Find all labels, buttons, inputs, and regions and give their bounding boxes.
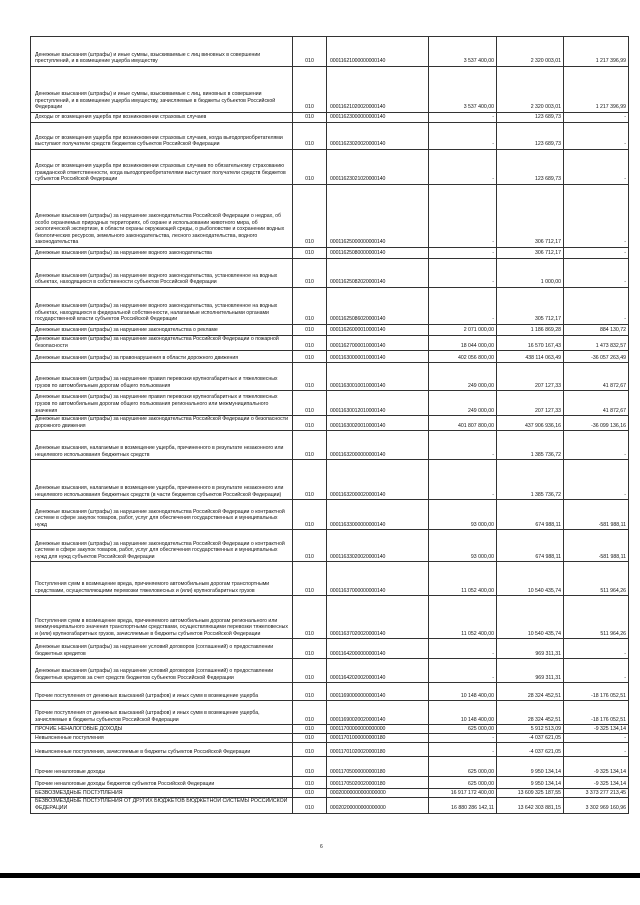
table-row [31,596,629,639]
row-remaining-cell: - [564,460,629,500]
table-row [31,431,629,460]
table-row [31,363,629,391]
table-row [31,185,629,248]
row-name-cell: БЕЗВОЗМЕЗДНЫЕ ПОСТУПЛЕНИЯ [31,789,293,798]
row-name-cell: Поступления сумм в возмещение вреда, причиняемого автомобильным дорогам транспортными средствами, осуществляющими перевозки тяжеловесных и (или) крупногабаритных грузов [31,562,293,596]
row-remaining-cell: 1 217 396,99 [564,67,629,113]
table-row [31,67,629,113]
row-budget-code-cell: 00011621000000000140 [327,37,429,67]
row-budget-code-cell: 00011626000010000140 [327,325,429,336]
table-row [31,562,629,596]
row-remaining-cell: 511 964,26 [564,596,629,639]
row-executed-cell: 1 385 736,72 [497,431,564,460]
row-name-cell: Денежные взыскания, налагаемые в возмещение ущерба, причиненного в результате незаконного или нецелевого использования бюджетных средств (в части бюджетов субъектов Российской Федерации) [31,460,293,500]
row-name-cell: Прочие неналоговые доходы бюджетов субъектов Российской Федерации [31,777,293,789]
row-budget-code-cell: 00011701000000000180 [327,734,429,743]
row-name-cell: Денежные взыскания (штрафы) и иные суммы, взыскиваемые с лиц, виновных в совершении преступлений, и в возмещение ущерба имуществу, зачисляемые в бюджеты субъектов Российской Федерации [31,67,293,113]
row-name-cell: Денежные взыскания (штрафы) за нарушение законодательства Российской Федерации о безопасности дорожного движения [31,416,293,431]
row-plan-cell: - [429,460,497,500]
row-plan-cell: - [429,123,497,150]
row-line-code-cell: 010 [293,757,327,777]
table-row [31,659,629,683]
table-row [31,259,629,288]
row-executed-cell: 437 906 936,16 [497,416,564,431]
table-row [31,757,629,777]
row-executed-cell: 13 642 303 881,15 [497,798,564,813]
row-budget-code-cell: 00011630012010000140 [327,391,429,416]
row-name-cell: Прочие поступления от денежных взысканий (штрафов) и иных сумм в возмещение ущерба, зачисляемые в бюджеты субъектов Российской Федерации [31,701,293,725]
row-line-code-cell: 010 [293,743,327,757]
row-budget-code-cell: 00011630010010000140 [327,363,429,391]
table-row [31,798,629,813]
row-line-code-cell: 010 [293,431,327,460]
table-row [31,500,629,530]
row-name-cell: Доходы от возмещения ущерба при возникновении страховых случаев по обязательному страхованию гражданской ответственности, когда выгодоприобретателями выступают получатели средств бюджетов субъектов Российской Федерации [31,150,293,185]
row-remaining-cell: - [564,150,629,185]
row-line-code-cell: 010 [293,391,327,416]
row-plan-cell: 16 917 172 400,00 [429,789,497,798]
row-plan-cell: - [429,734,497,743]
row-executed-cell: 306 712,17 [497,248,564,259]
row-executed-cell: 5 912 513,09 [497,725,564,734]
row-executed-cell: 305 712,17 [497,288,564,325]
row-name-cell: Денежные взыскания (штрафы) за нарушение водного законодательства, установленное на водных объектах, находящихся в федеральной собственности, налагаемые исполнительными органами государственной власти субъектов Российской Федерации [31,288,293,325]
row-plan-cell: 18 044 000,00 [429,336,497,351]
row-executed-cell: 9 950 134,14 [497,757,564,777]
row-plan-cell: 249 000,00 [429,363,497,391]
row-line-code-cell: 010 [293,248,327,259]
row-executed-cell: 9 950 134,14 [497,777,564,789]
row-budget-code-cell: 00011632000020000140 [327,460,429,500]
row-remaining-cell: -9 325 134,14 [564,757,629,777]
table-row [31,789,629,798]
row-executed-cell: 306 712,17 [497,185,564,248]
row-budget-code-cell: 00011633020020000140 [327,530,429,562]
row-remaining-cell: 884 130,72 [564,325,629,336]
row-plan-cell: 625 000,00 [429,777,497,789]
row-remaining-cell: - [564,185,629,248]
row-line-code-cell: 010 [293,336,327,351]
row-budget-code-cell: 00011642020020000140 [327,659,429,683]
table-row [31,416,629,431]
table-row [31,743,629,757]
row-budget-code-cell: 00011690000000000140 [327,683,429,701]
row-remaining-cell: -18 176 052,51 [564,683,629,701]
row-name-cell: Денежные взыскания (штрафы) за нарушение законодательства Российской Федерации о недрах, об особо охраняемых природных территориях, об охране и использовании животного мира, об экологической экспертизе, в области охраны окружающей среды, о рыболовстве и сохранении водных биологических ресурсов, земельного законодательства, лесного законодательства, водного законодательства [31,185,293,248]
row-line-code-cell: 010 [293,798,327,813]
row-executed-cell: 1 385 736,72 [497,460,564,500]
row-remaining-cell: 511 964,26 [564,562,629,596]
row-plan-cell: 3 537 400,00 [429,37,497,67]
row-executed-cell: 674 988,11 [497,500,564,530]
row-executed-cell: 2 320 003,01 [497,67,564,113]
row-name-cell: Денежные взыскания (штрафы) за нарушение условий договоров (соглашений) о предоставлении бюджетных кредитов за счет средств бюджетов субъектов Российской Федерации [31,659,293,683]
row-name-cell: Денежные взыскания (штрафы) за нарушение законодательства Российской Федерации о пожарной безопасности [31,336,293,351]
row-line-code-cell: 010 [293,725,327,734]
table-row [31,777,629,789]
row-executed-cell: 16 570 167,43 [497,336,564,351]
row-executed-cell: 1 186 869,28 [497,325,564,336]
row-executed-cell: 10 540 435,74 [497,562,564,596]
row-plan-cell: 2 071 000,00 [429,325,497,336]
row-name-cell: БЕЗВОЗМЕЗДНЫЕ ПОСТУПЛЕНИЯ ОТ ДРУГИХ БЮДЖЕТОВ БЮДЖЕТНОЙ СИСТЕМЫ РОССИЙСКОЙ ФЕДЕРАЦИИ [31,798,293,813]
row-plan-cell: 401 807 800,00 [429,416,497,431]
row-name-cell: Доходы от возмещения ущерба при возникновении страховых случаев, когда выгодоприобретателями выступают получатели средств бюджетов субъектов Российской Федерации [31,123,293,150]
row-budget-code-cell: 00011633000000000140 [327,500,429,530]
row-executed-cell: 28 324 452,51 [497,701,564,725]
row-line-code-cell: 010 [293,351,327,363]
row-line-code-cell: 010 [293,789,327,798]
row-budget-code-cell: 00011625082020000140 [327,259,429,288]
table-row [31,460,629,500]
table-body [31,37,629,814]
row-name-cell: Доходы от возмещения ущерба при возникновении страховых случаев [31,113,293,123]
row-plan-cell: - [429,288,497,325]
row-plan-cell: 625 000,00 [429,757,497,777]
row-budget-code-cell: 00011623021020000140 [327,150,429,185]
row-budget-code-cell: 00011630000010000140 [327,351,429,363]
row-plan-cell: - [429,185,497,248]
row-remaining-cell: -36 099 136,16 [564,416,629,431]
row-plan-cell: - [429,248,497,259]
row-remaining-cell: - [564,288,629,325]
table-row [31,248,629,259]
row-budget-code-cell: 00011625086020000140 [327,288,429,325]
row-executed-cell: 969 311,31 [497,639,564,659]
row-executed-cell: -4 037 621,05 [497,743,564,757]
row-remaining-cell: - [564,431,629,460]
row-budget-code-cell: 00011642000000000140 [327,639,429,659]
row-plan-cell: - [429,743,497,757]
row-line-code-cell: 010 [293,363,327,391]
row-remaining-cell: - [564,734,629,743]
row-remaining-cell: -36 057 263,49 [564,351,629,363]
row-remaining-cell: - [564,123,629,150]
page-number: 6 [320,844,323,850]
row-name-cell: ПРОЧИЕ НЕНАЛОГОВЫЕ ДОХОДЫ [31,725,293,734]
row-remaining-cell: - [564,639,629,659]
row-remaining-cell: 3 302 969 160,96 [564,798,629,813]
row-budget-code-cell: 00020000000000000000 [327,789,429,798]
row-executed-cell: 674 988,11 [497,530,564,562]
row-remaining-cell: - [564,259,629,288]
table-row [31,701,629,725]
row-budget-code-cell: 00011705000000000180 [327,757,429,777]
row-budget-code-cell: 00011621020020000140 [327,67,429,113]
row-name-cell: Денежные взыскания (штрафы) за нарушение законодательства о рекламе [31,325,293,336]
row-name-cell: Денежные взыскания (штрафы) за нарушение законодательства Российской Федерации о контрактной системе в сфере закупок товаров, работ, услуг для обеспечения государственных и муниципальных нужд для нужд субъектов Российской Федерации [31,530,293,562]
row-line-code-cell: 010 [293,259,327,288]
row-remaining-cell: - [564,113,629,123]
table-row [31,37,629,67]
row-remaining-cell: -18 176 052,51 [564,701,629,725]
row-plan-cell: 625 000,00 [429,725,497,734]
scan-edge-bar [0,873,640,878]
row-executed-cell: 13 609 325 187,55 [497,789,564,798]
row-plan-cell: 10 148 400,00 [429,701,497,725]
row-executed-cell: 207 127,33 [497,363,564,391]
row-line-code-cell: 010 [293,288,327,325]
row-executed-cell: 969 311,31 [497,659,564,683]
row-line-code-cell: 010 [293,701,327,725]
row-remaining-cell: -9 325 134,14 [564,777,629,789]
row-plan-cell: - [429,259,497,288]
table-row [31,325,629,336]
row-executed-cell: 2 320 003,01 [497,37,564,67]
row-remaining-cell: - [564,743,629,757]
row-name-cell: Денежные взыскания, налагаемые в возмещение ущерба, причиненного в результате незаконного или нецелевого использования бюджетных средств [31,431,293,460]
row-budget-code-cell: 00011632000000000140 [327,431,429,460]
row-budget-code-cell: 00011623000000000140 [327,113,429,123]
row-name-cell: Денежные взыскания (штрафы) за нарушение правил перевозки крупногабаритных и тяжеловесных грузов по автомобильным дорогам общего пользования [31,363,293,391]
row-remaining-cell: - [564,659,629,683]
row-line-code-cell: 010 [293,777,327,789]
row-plan-cell: 3 537 400,00 [429,67,497,113]
row-name-cell: Поступления сумм в возмещение вреда, причиняемого автомобильным дорогам регионального или межмуниципального значения транспортными средствами, осуществляющими перевозки тяжеловесных и (или) крупногабаритных грузов, зачисляемые в бюджеты субъектов Российской Федерации [31,596,293,639]
row-plan-cell: - [429,113,497,123]
row-name-cell: Прочие поступления от денежных взысканий (штрафов) и иных сумм в возмещение ущерба [31,683,293,701]
row-budget-code-cell: 00011701020020000180 [327,743,429,757]
row-executed-cell: 207 127,33 [497,391,564,416]
row-plan-cell: 10 148 400,00 [429,683,497,701]
row-budget-code-cell: 00011705020020000180 [327,777,429,789]
table-row [31,150,629,185]
table-row [31,734,629,743]
row-name-cell: Невыясненные поступления, зачисляемые в бюджеты субъектов Российской Федерации [31,743,293,757]
row-remaining-cell: 41 872,67 [564,391,629,416]
row-executed-cell: 1 000,00 [497,259,564,288]
row-line-code-cell: 010 [293,500,327,530]
table-row [31,725,629,734]
row-remaining-cell: 41 872,67 [564,363,629,391]
table-row [31,336,629,351]
row-budget-code-cell: 00011690020020000140 [327,701,429,725]
row-line-code-cell: 010 [293,659,327,683]
row-plan-cell: - [429,639,497,659]
row-plan-cell: 93 000,00 [429,500,497,530]
table-row [31,113,629,123]
table-row [31,123,629,150]
row-plan-cell: 402 056 800,00 [429,351,497,363]
row-line-code-cell: 010 [293,37,327,67]
row-executed-cell: 438 114 063,49 [497,351,564,363]
row-executed-cell: 123 689,73 [497,123,564,150]
row-line-code-cell: 010 [293,683,327,701]
row-plan-cell: - [429,150,497,185]
row-remaining-cell: -9 325 134,14 [564,725,629,734]
row-line-code-cell: 010 [293,596,327,639]
row-plan-cell: 11 052 400,00 [429,562,497,596]
row-budget-code-cell: 00011625000000000140 [327,185,429,248]
row-executed-cell: 123 689,73 [497,113,564,123]
row-line-code-cell: 010 [293,185,327,248]
row-remaining-cell: - [564,248,629,259]
row-executed-cell: -4 037 621,05 [497,734,564,743]
table-row [31,683,629,701]
row-line-code-cell: 010 [293,460,327,500]
row-plan-cell: 11 052 400,00 [429,596,497,639]
row-line-code-cell: 010 [293,325,327,336]
row-line-code-cell: 010 [293,530,327,562]
row-line-code-cell: 010 [293,639,327,659]
row-budget-code-cell: 00011637000000000140 [327,562,429,596]
row-name-cell: Невыясненные поступления [31,734,293,743]
table-row [31,639,629,659]
table-row [31,288,629,325]
row-line-code-cell: 010 [293,416,327,431]
table-row [31,351,629,363]
row-plan-cell: - [429,659,497,683]
row-plan-cell: 16 880 286 142,11 [429,798,497,813]
row-plan-cell: 93 000,00 [429,530,497,562]
row-line-code-cell: 010 [293,150,327,185]
table-row [31,530,629,562]
row-budget-code-cell: 00011623020020000140 [327,123,429,150]
row-name-cell: Денежные взыскания (штрафы) за нарушение законодательства Российской Федерации о контрактной системе в сфере закупок товаров, работ, услуг для обеспечения государственных и муниципальных нужд [31,500,293,530]
row-executed-cell: 28 324 452,51 [497,683,564,701]
row-name-cell: Денежные взыскания (штрафы) за нарушение водного законодательства [31,248,293,259]
row-line-code-cell: 010 [293,562,327,596]
row-name-cell: Прочие неналоговые доходы [31,757,293,777]
row-executed-cell: 10 540 435,74 [497,596,564,639]
row-plan-cell: - [429,431,497,460]
row-line-code-cell: 010 [293,113,327,123]
row-budget-code-cell: 00011630020010000140 [327,416,429,431]
row-remaining-cell: -581 988,11 [564,500,629,530]
row-budget-code-cell: 00011637020020000140 [327,596,429,639]
row-remaining-cell: 1 473 832,57 [564,336,629,351]
row-plan-cell: 249 000,00 [429,391,497,416]
row-name-cell: Денежные взыскания (штрафы) за нарушение правил перевозки крупногабаритных и тяжеловесных грузов по автомобильным дорогам общего пользования регионального или межмуниципального значения [31,391,293,416]
row-name-cell: Денежные взыскания (штрафы) и иные суммы, взыскиваемые с лиц виновных в совершении преступлений, и в возмещение ущерба имуществу [31,37,293,67]
row-executed-cell: 123 689,73 [497,150,564,185]
row-name-cell: Денежные взыскания (штрафы) за нарушение условий договоров (соглашений) о предоставлении бюджетных кредитов [31,639,293,659]
row-budget-code-cell: 00011625080000000140 [327,248,429,259]
row-line-code-cell: 010 [293,734,327,743]
table-row [31,391,629,416]
row-name-cell: Денежные взыскания (штрафы) за нарушение водного законодательства, установленное на водных объектах, находящихся в собственности субъектов Российской Федерации [31,259,293,288]
row-budget-code-cell: 00011700000000000000 [327,725,429,734]
row-remaining-cell: 3 373 277 213,45 [564,789,629,798]
row-line-code-cell: 010 [293,67,327,113]
row-budget-code-cell: 00020200000000000000 [327,798,429,813]
row-remaining-cell: -581 988,11 [564,530,629,562]
row-name-cell: Денежные взыскания (штрафы) за правонарушения в области дорожного движения [31,351,293,363]
row-budget-code-cell: 00011627000010000140 [327,336,429,351]
row-remaining-cell: 1 217 396,99 [564,37,629,67]
row-line-code-cell: 010 [293,123,327,150]
revenue-table [30,36,629,814]
